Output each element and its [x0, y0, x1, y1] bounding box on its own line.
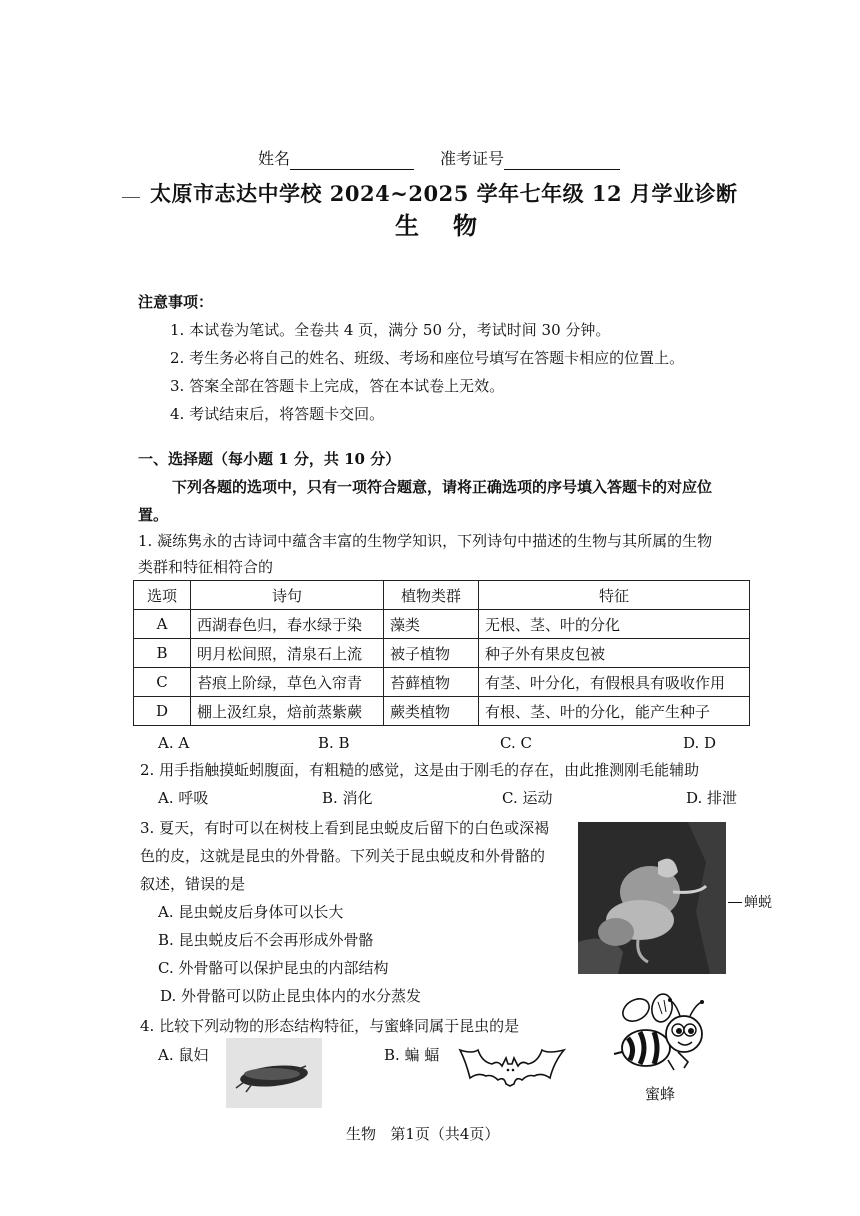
q2-option-b: B. 消化 [322, 789, 373, 807]
exam-number-blank [504, 152, 620, 170]
section-heading: 一、选择题（每小题 1 分，共 10 分） [138, 450, 401, 468]
table-cell: 有茎、叶分化，有假根具有吸收作用 [479, 668, 750, 697]
footer-subject: 生物 [346, 1125, 377, 1143]
table-row [134, 610, 750, 639]
q4-option-b: B. 蝙 蝠 [384, 1046, 440, 1064]
table-header: 诗句 [191, 581, 384, 610]
cicada-shell-icon [578, 822, 726, 974]
q1-table [133, 580, 750, 726]
q3-option-c: C. 外骨骼可以保护昆虫的内部结构 [158, 959, 389, 977]
table-row [134, 668, 750, 697]
pointer-line [728, 902, 742, 903]
table-cell: 苔痕上阶绿，草色入帘青 [191, 668, 384, 697]
table-cell: B [134, 639, 191, 668]
q1-option-c: C. C [500, 734, 532, 752]
table-cell: 无根、茎、叶的分化 [479, 610, 750, 639]
table-cell: 蕨类植物 [384, 697, 479, 726]
table-cell: D [134, 697, 191, 726]
footer-page: 第1页（共4页） [390, 1125, 500, 1143]
q3-option-b: B. 昆虫蜕皮后不会再形成外骨骼 [158, 931, 374, 949]
exam-number-label: 准考证号 [440, 149, 505, 168]
q2-option-d: D. 排泄 [686, 789, 738, 807]
q3-stem: 3. 夏天，有时可以在树枝上看到昆虫蜕皮后留下的白色或深褐 [140, 819, 550, 837]
section-instruction-cont: 置。 [138, 506, 169, 524]
q3-stem-cont: 色的皮，这就是昆虫的外骨骼。下列关于昆虫蜕皮和外骨骼的 [140, 847, 546, 865]
q2-option-a: A. 呼吸 [158, 789, 209, 807]
table-row [134, 697, 750, 726]
table-header: 植物类群 [384, 581, 479, 610]
q4-stem: 4. 比较下列动物的形态结构特征，与蜜蜂同属于昆虫的是 [140, 1017, 520, 1035]
footer [346, 1124, 499, 1144]
table-cell: 被子植物 [384, 639, 479, 668]
table-row [134, 639, 750, 668]
table-cell: 明月松间照，清泉石上流 [191, 639, 384, 668]
q1-option-b: B. B [318, 734, 350, 752]
bee-icon [610, 992, 718, 1080]
table-cell: C [134, 668, 191, 697]
exam-title: 太原市志达中学校 2024~2025 学年七年级 12 月学业诊断 [150, 181, 738, 206]
cicada-shell-label: 蝉蜕 [744, 895, 772, 911]
q4-option-a: A. 鼠妇 [158, 1046, 209, 1064]
q1-stem: 1. 凝练隽永的古诗词中蕴含丰富的生物学知识，下列诗句中描述的生物与其所属的生物 [138, 532, 713, 550]
table-cell: 种子外有果皮包被 [479, 639, 750, 668]
bat-illustration [458, 1040, 566, 1092]
bee-illustration [610, 992, 718, 1084]
cicada-shell-photo [578, 822, 726, 974]
q1-stem-cont: 类群和特征相符合的 [138, 558, 274, 576]
exam-number-field [440, 148, 620, 170]
section-instruction: 下列各题的选项中，只有一项符合题意，请将正确选项的序号填入答题卡的对应位 [172, 478, 713, 496]
notice-item: 3. 答案全部在答题卡上完成，答在本试卷上无效。 [170, 377, 505, 395]
notice-heading: 注意事项： [138, 293, 214, 311]
q1-option-d: D. D [683, 734, 717, 752]
table-cell: 有根、茎、叶的分化，能产生种子 [479, 697, 750, 726]
table-header: 选项 [134, 581, 191, 610]
q3-option-d: D. 外骨骼可以防止昆虫体内的水分蒸发 [160, 987, 422, 1005]
table-cell: 西湖春色归，春水绿于染 [191, 610, 384, 639]
woodlouse-photo [226, 1038, 322, 1108]
notice-item: 4. 考试结束后，将答题卡交回。 [170, 405, 385, 423]
name-blank [290, 152, 414, 170]
table-cell: 藻类 [384, 610, 479, 639]
notice-item: 1. 本试卷为笔试。全卷共 4 页，满分 50 分，考试时间 30 分钟。 [170, 321, 611, 339]
q2-stem: 2. 用手指触摸蚯蚓腹面，有粗糙的感觉，这是由于刚毛的存在，由此推测刚毛能辅助 [140, 761, 700, 779]
bee-label: 蜜蜂 [645, 1085, 676, 1103]
name-label: 姓名 [258, 149, 291, 168]
table-header-row [134, 581, 750, 610]
margin-mark [122, 197, 140, 198]
table-cell: 棚上汲红泉，焙前蒸紫蕨 [191, 697, 384, 726]
name-field [258, 148, 414, 170]
q3-stem-cont: 叙述，错误的是 [140, 875, 246, 893]
table-header: 特征 [479, 581, 750, 610]
table-cell: 苔藓植物 [384, 668, 479, 697]
q3-option-a: A. 昆虫蜕皮后身体可以长大 [158, 903, 344, 921]
subject-title: 生物 [395, 211, 511, 240]
woodlouse-icon [226, 1038, 322, 1108]
table-cell: A [134, 610, 191, 639]
notice-item: 2. 考生务必将自己的姓名、班级、考场和座位号填写在答题卡相应的位置上。 [170, 349, 685, 367]
q1-option-a: A. A [158, 734, 190, 752]
bat-icon [458, 1040, 566, 1088]
q2-option-c: C. 运动 [502, 789, 553, 807]
